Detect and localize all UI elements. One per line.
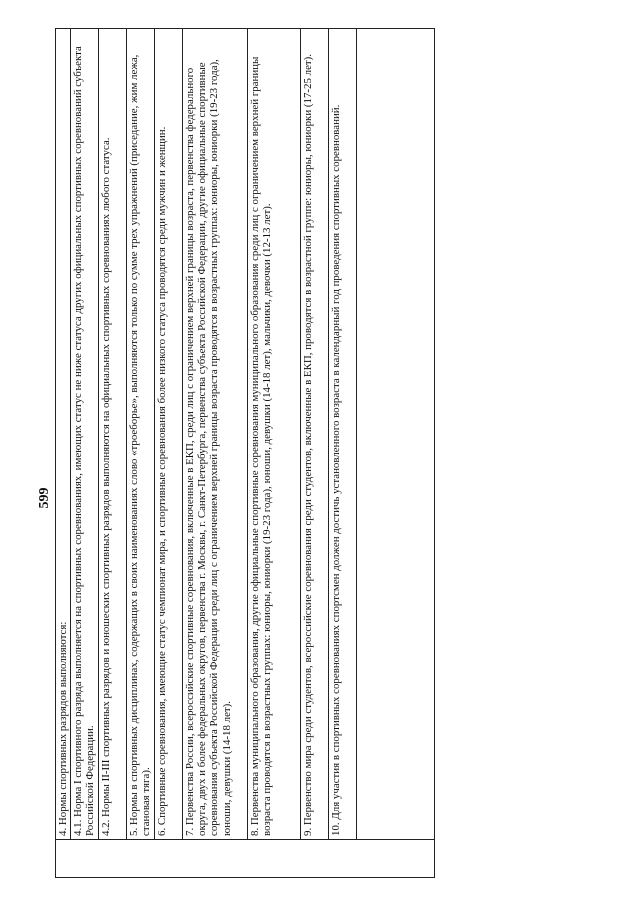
table-left-column	[56, 839, 434, 877]
table-notes-column	[56, 29, 434, 839]
note-row-9: 9. Первенство мира среди студентов, всероссийские соревнования среди студентов, включенные в ЕКП, проводятся в возрастной группе: юниоры, юниорки (17-25 лет).	[301, 29, 329, 839]
note-row-4: 4. Нормы спортивных разрядов выполняются:	[56, 29, 71, 839]
note-row-5: 5. Нормы в спортивных дисциплинах, содержащих в своих наименованиях слово «троеборье», выполняются только по сумме трех упражнений (приседание, жим лежа, становая тяга).	[127, 29, 155, 839]
note-row-4-2: 4.2. Нормы II-III спортивных разрядов и юношеских спортивных разрядов выполняются на официальных спортивных соревнованиях любого статуса.	[99, 29, 127, 839]
note-row-8: 8. Первенства муниципального образования, другие официальные спортивные соревнования муниципального образования среди лиц с ограничением верхней границы возраста проводятся в возрастных группах: юниоры, юниорки (19-23 года), юноши, девушки (14-18 лет), мальчики, девочки (12-13 лет).	[248, 29, 301, 839]
page-number: 599	[37, 487, 52, 509]
note-row-4-1: 4.1. Норма I спортивного разряда выполняется на спортивных соревнованиях, имеющих статус не ниже статуса других официальных спортивных соревнований субъекта Российской Федерации.	[71, 29, 99, 839]
note-row-6: 6. Спортивные соревнования, имеющие статус чемпионат мира, и спортивные соревнования более низкого статуса проводятся среди мужчин и женщин.	[155, 29, 183, 839]
note-row-7: 7. Первенства России, всероссийские спортивные соревнования, включенные в ЕКП, среди лиц с ограничением верхней границы возраста, первенства федерального округа, двух и более федеральных округов, первенства г. Москвы, г. Санкт-Петербурга, первенства субъекта Российской Федерации, другие официальные спортивные соревнования субъекта Российской Федерации среди лиц с ограничением верхней границы возраста проводятся в возрастных группах: юниоры, юниорки (19-23 года), юноши, девушки (14-18 лет).	[183, 29, 248, 839]
document-table	[55, 28, 435, 878]
note-row-10: 10. Для участия в спортивных соревнованиях спортсмен должен достичь установленного возраста в календарный год проведения спортивных соревнований.	[329, 29, 357, 839]
rotated-page	[37, 28, 435, 878]
table-empty-area	[357, 29, 434, 839]
